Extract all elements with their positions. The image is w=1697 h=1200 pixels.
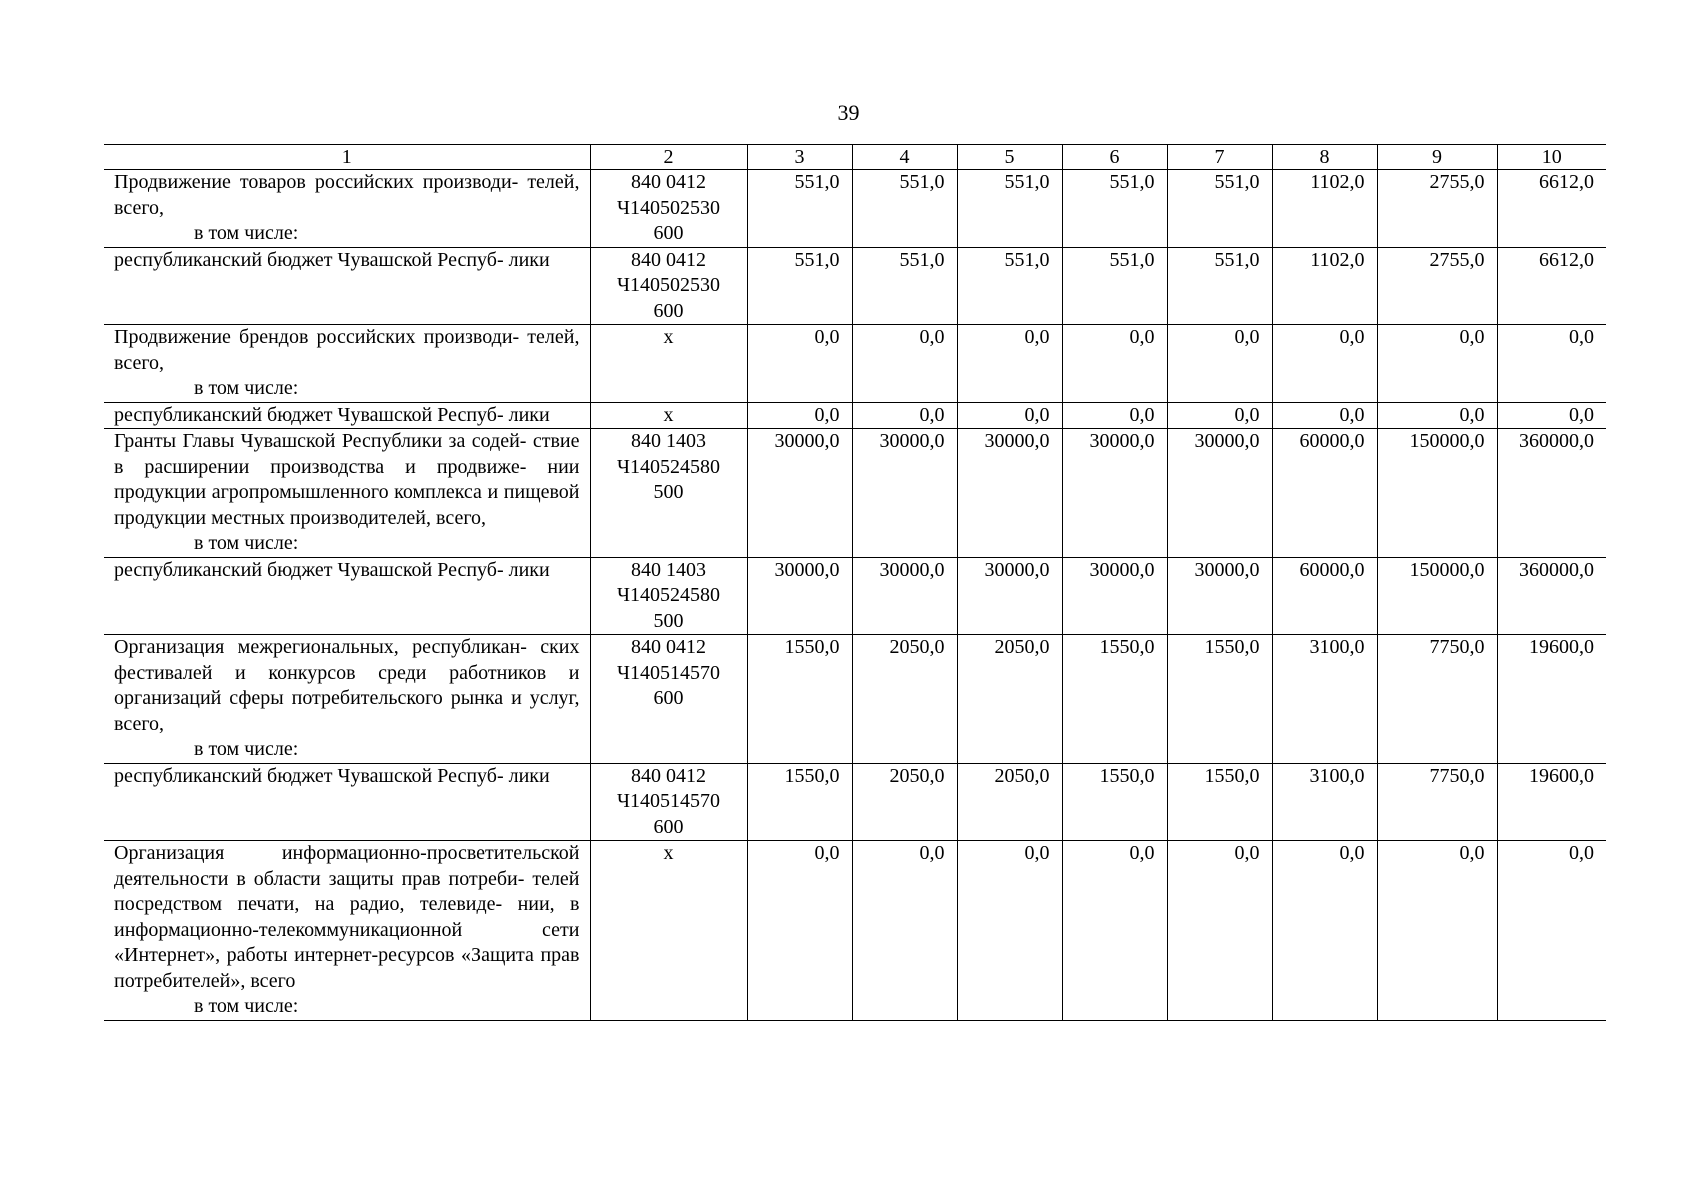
row-description-cell: [104, 635, 590, 764]
budget-code-cell: [590, 557, 747, 635]
value-cell: 150000,0: [1377, 557, 1497, 635]
column-header: 5: [957, 145, 1062, 170]
budget-code-line: Ч140502530: [617, 274, 720, 296]
value-cell: 551,0: [1062, 170, 1167, 248]
including-label: в том числе:: [194, 377, 299, 399]
value-cell: 551,0: [1167, 170, 1272, 248]
value-cell: 0,0: [957, 325, 1062, 403]
row-description: Продвижение брендов российских производи- телей, всего,: [114, 326, 580, 374]
budget-code-line: 500: [653, 481, 684, 503]
value-cell: 0,0: [1377, 325, 1497, 403]
value-cell: 0,0: [1497, 402, 1606, 429]
value-cell: 0,0: [1377, 402, 1497, 429]
value-cell: 2755,0: [1377, 170, 1497, 248]
budget-code-line: 600: [653, 299, 684, 322]
value-cell: 2050,0: [852, 763, 957, 841]
column-header: 10: [1497, 145, 1606, 170]
table-row: [104, 429, 1606, 558]
value-cell: 0,0: [1497, 841, 1606, 1021]
column-header: 3: [747, 145, 852, 170]
row-description: Организация межрегиональных, республикан- ских фестивалей и конкурсов среди работников и организаций сферы потребительского рынка и услуг, всего,: [114, 636, 580, 735]
value-cell: 360000,0: [1497, 557, 1606, 635]
value-cell: 30000,0: [1167, 557, 1272, 635]
budget-code-line: 840 1403: [631, 558, 706, 581]
budget-code-line: 840 0412: [631, 248, 706, 271]
value-cell: 360000,0: [1497, 429, 1606, 558]
table-row: [104, 247, 1606, 325]
value-cell: 1550,0: [1062, 635, 1167, 764]
column-header: 7: [1167, 145, 1272, 170]
table-row: [104, 841, 1606, 1021]
value-cell: 0,0: [957, 402, 1062, 429]
table-row: [104, 763, 1606, 841]
budget-code-line: x: [663, 842, 674, 864]
budget-code-line: Ч140514570: [617, 790, 720, 812]
value-cell: 0,0: [852, 325, 957, 403]
table-row: [104, 635, 1606, 764]
value-cell: 551,0: [852, 170, 957, 248]
value-cell: 0,0: [1497, 325, 1606, 403]
row-description-cell: [104, 763, 590, 841]
value-cell: 60000,0: [1272, 429, 1377, 558]
column-header: 6: [1062, 145, 1167, 170]
value-cell: 0,0: [747, 325, 852, 403]
value-cell: 0,0: [957, 841, 1062, 1021]
row-description-cell: [104, 557, 590, 635]
column-header: 9: [1377, 145, 1497, 170]
budget-code-cell: [590, 170, 747, 248]
value-cell: 1102,0: [1272, 170, 1377, 248]
value-cell: 0,0: [1167, 402, 1272, 429]
value-cell: 2050,0: [852, 635, 957, 764]
value-cell: 1102,0: [1272, 247, 1377, 325]
budget-code-line: 500: [653, 609, 684, 632]
budget-code-line: 600: [653, 687, 684, 709]
value-cell: 30000,0: [852, 429, 957, 558]
row-description-cell: [104, 402, 590, 429]
value-cell: 0,0: [1167, 325, 1272, 403]
value-cell: 1550,0: [1167, 763, 1272, 841]
value-cell: 551,0: [747, 170, 852, 248]
value-cell: 2755,0: [1377, 247, 1497, 325]
value-cell: 1550,0: [747, 635, 852, 764]
row-description: республиканский бюджет Чувашской Респуб- лики: [114, 764, 550, 787]
table-row: [104, 557, 1606, 635]
value-cell: 0,0: [1062, 325, 1167, 403]
budget-code-line: 600: [653, 815, 684, 838]
value-cell: 30000,0: [957, 557, 1062, 635]
value-cell: 19600,0: [1497, 635, 1606, 764]
budget-code-cell: [590, 763, 747, 841]
value-cell: 19600,0: [1497, 763, 1606, 841]
budget-code-line: 840 1403: [631, 430, 706, 452]
value-cell: 7750,0: [1377, 635, 1497, 764]
budget-code-line: 840 0412: [631, 636, 706, 658]
value-cell: 7750,0: [1377, 763, 1497, 841]
column-header: 1: [104, 145, 590, 170]
value-cell: 0,0: [747, 841, 852, 1021]
row-description: Продвижение товаров российских производи- телей, всего,: [114, 171, 580, 219]
value-cell: 6612,0: [1497, 170, 1606, 248]
row-description-cell: [104, 325, 590, 403]
table-row: [104, 170, 1606, 248]
value-cell: 551,0: [957, 170, 1062, 248]
column-header: 4: [852, 145, 957, 170]
value-cell: 0,0: [852, 402, 957, 429]
value-cell: 0,0: [1167, 841, 1272, 1021]
budget-code-line: 600: [653, 222, 684, 244]
value-cell: 2050,0: [957, 635, 1062, 764]
column-header: 8: [1272, 145, 1377, 170]
budget-code-cell: [590, 635, 747, 764]
table-body: [104, 170, 1606, 1021]
budget-code-line: x: [663, 403, 674, 426]
value-cell: 551,0: [747, 247, 852, 325]
value-cell: 30000,0: [852, 557, 957, 635]
value-cell: 30000,0: [1167, 429, 1272, 558]
value-cell: 2050,0: [957, 763, 1062, 841]
value-cell: 0,0: [1377, 841, 1497, 1021]
row-description-cell: [104, 247, 590, 325]
budget-code-cell: [590, 429, 747, 558]
including-label: в том числе:: [194, 995, 299, 1017]
value-cell: 551,0: [957, 247, 1062, 325]
page-number: 39: [837, 100, 860, 125]
value-cell: 0,0: [1062, 402, 1167, 429]
including-label: в том числе:: [194, 222, 299, 244]
value-cell: 1550,0: [1167, 635, 1272, 764]
budget-code-line: Ч140524580: [617, 584, 720, 606]
value-cell: 1550,0: [747, 763, 852, 841]
value-cell: 150000,0: [1377, 429, 1497, 558]
value-cell: 0,0: [852, 841, 957, 1021]
value-cell: 3100,0: [1272, 635, 1377, 764]
budget-code-line: Ч140502530: [617, 196, 720, 219]
row-description: республиканский бюджет Чувашской Респуб- лики: [114, 403, 550, 426]
value-cell: 1550,0: [1062, 763, 1167, 841]
value-cell: 0,0: [747, 402, 852, 429]
row-description-cell: [104, 170, 590, 248]
table-row: [104, 402, 1606, 429]
value-cell: 30000,0: [1062, 429, 1167, 558]
budget-code-line: Ч140524580: [617, 455, 720, 478]
value-cell: 60000,0: [1272, 557, 1377, 635]
including-label: в том числе:: [194, 532, 299, 554]
value-cell: 30000,0: [747, 557, 852, 635]
budget-code-cell: [590, 841, 747, 1021]
value-cell: 0,0: [1272, 841, 1377, 1021]
budget-code-line: Ч140514570: [617, 661, 720, 684]
row-description: Организация информационно-просветительской деятельности в области защиты прав потреби- телей посредством печати, на радио, телевиде- нии, в информационно-телекоммуникационной сети «Интернет», работы интернет-ресурсов «Защита прав потребителей», всего: [114, 842, 580, 992]
value-cell: 551,0: [852, 247, 957, 325]
value-cell: 0,0: [1272, 325, 1377, 403]
budget-code-cell: [590, 325, 747, 403]
row-description-cell: [104, 429, 590, 558]
budget-code-line: 840 0412: [631, 764, 706, 787]
row-description-cell: [104, 841, 590, 1021]
budget-code-line: x: [663, 326, 674, 348]
budget-code-cell: [590, 402, 747, 429]
row-description: Гранты Главы Чувашской Республики за содей- ствие в расширении производства и продвиже- нии продукции агропромышленного комплекса и пищевой продукции местных производителей, всего,: [114, 430, 580, 529]
including-label: в том числе:: [194, 738, 299, 760]
value-cell: 0,0: [1272, 402, 1377, 429]
budget-code-line: 840 0412: [631, 171, 706, 193]
value-cell: 3100,0: [1272, 763, 1377, 841]
value-cell: 551,0: [1167, 247, 1272, 325]
budget-code-cell: [590, 247, 747, 325]
row-description: республиканский бюджет Чувашской Респуб- лики: [114, 248, 550, 271]
value-cell: 0,0: [1062, 841, 1167, 1021]
table-row: [104, 325, 1606, 403]
value-cell: 30000,0: [1062, 557, 1167, 635]
value-cell: 551,0: [1062, 247, 1167, 325]
value-cell: 30000,0: [957, 429, 1062, 558]
budget-table: [104, 144, 1606, 1021]
value-cell: 6612,0: [1497, 247, 1606, 325]
column-header: 2: [590, 145, 747, 170]
row-description: республиканский бюджет Чувашской Респуб- лики: [114, 558, 550, 581]
header-row: [104, 145, 1606, 170]
value-cell: 30000,0: [747, 429, 852, 558]
